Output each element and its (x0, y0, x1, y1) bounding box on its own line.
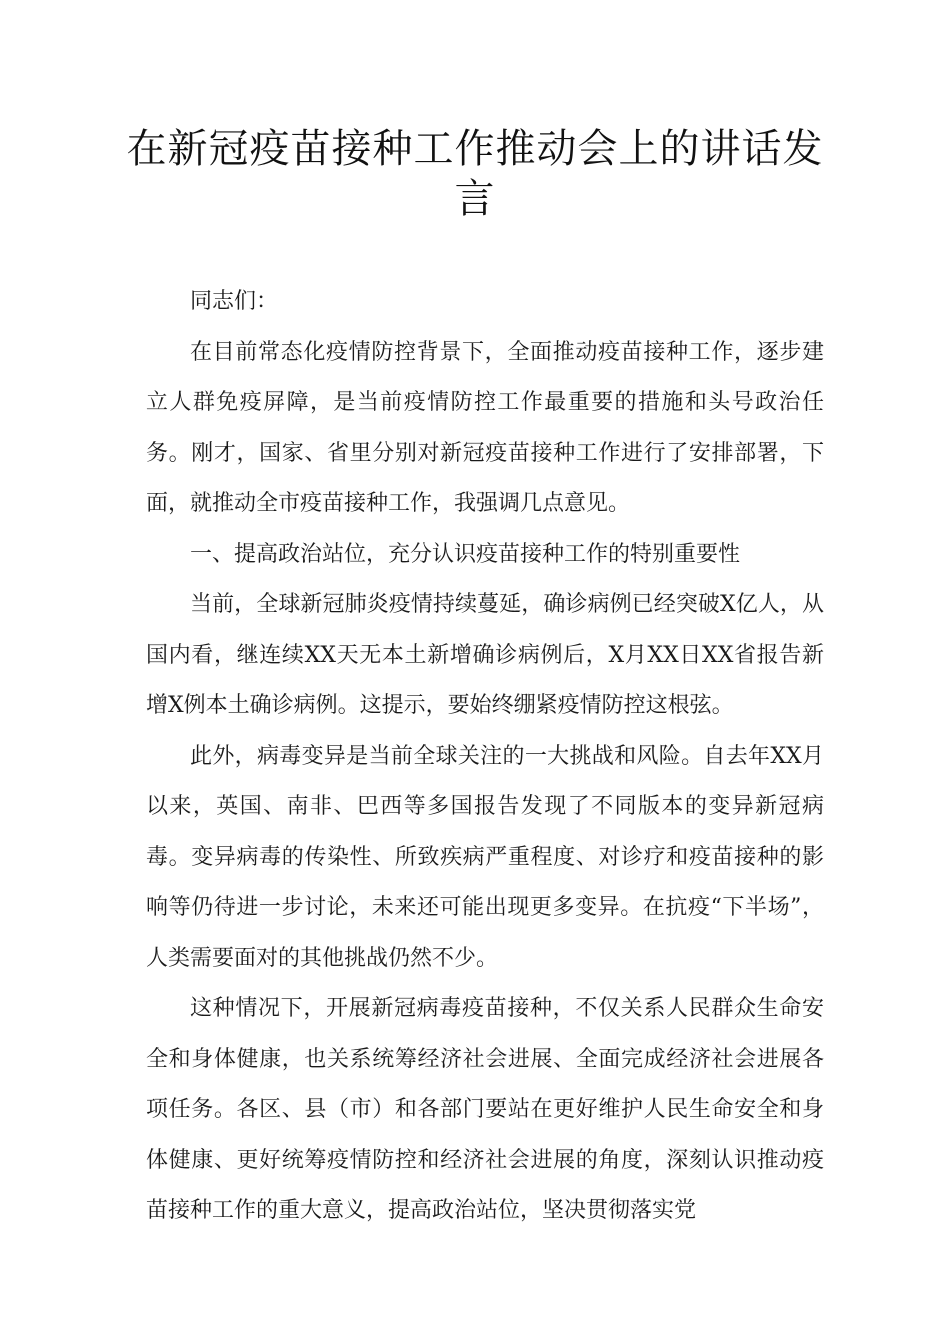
body-paragraph: 当前，全球新冠肺炎疫情持续蔓延，确诊病例已经突破X亿人，从国内看，继连续XX天无本土新增确诊病例后，X月XX日XX省报告新增X例本土确诊病例。这提示，要始终绷紧疫情防控这根弦。 (146, 592, 824, 718)
document-title: 在新冠疫苗接种工作推动会上的讲话发言 (126, 126, 824, 222)
section-heading: 一、提高政治站位，充分认识疫苗接种工作的特别重要性 (190, 541, 741, 567)
document-body (146, 277, 824, 1237)
body-paragraph: 在目前常态化疫情防控背景下，全面推动疫苗接种工作，逐步建立人群免疫屏障，是当前疫情防控工作最重要的措施和头号政治任务。刚才，国家、省里分别对新冠疫苗接种工作进行了安排部署，下面，就推动全市疫苗接种工作，我强调几点意见。 (146, 339, 824, 516)
body-paragraph: 这种情况下，开展新冠病毒疫苗接种，不仅关系人民群众生命安全和身体健康，也关系统筹经济社会进展、全面完成经济社会进展各项任务。各区、县（市）和各部门要站在更好维护人民生命安全和身体健康、更好统筹疫情防控和经济社会进展的角度，深刻认识推动疫苗接种工作的重大意义，提高政治站位，坚决贯彻落实党 (146, 996, 824, 1223)
greeting-paragraph: 同志们： (190, 289, 279, 314)
body-paragraph: 此外，病毒变异是当前全球关注的一大挑战和风险。自去年XX月以来，英国、南非、巴西等多国报告发现了不同版本的变异新冠病毒。变异病毒的传染性、所致疾病严重程度、对诊疗和疫苗接种的影响等仍待进一步讨论，未来还可能出现更多变异。在抗疫“下半场”，人类需要面对的其他挑战仍然不少。 (146, 743, 824, 971)
